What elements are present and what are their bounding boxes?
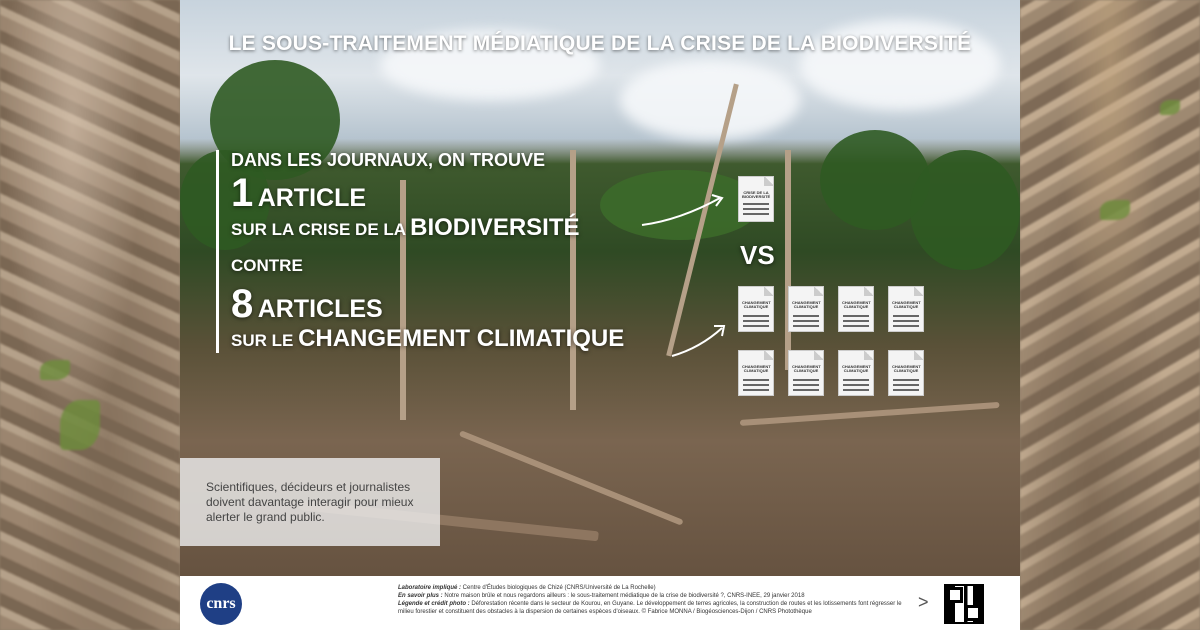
climate-article-icon	[738, 286, 774, 332]
footer-credit-text: Déforestation récente dans le secteur de Kourou, en Guyane. Le développement de terres agricoles, la construction de routes et les lotissements font régresser le milieu forestier et constituent des obstacles à la dispersion de certaines espèces d'oiseaux. © Fabrice MONNA / Biogéosciences-Dijon / CNRS Photothèque	[398, 601, 902, 615]
doc-label: CHANGEMENT CLIMATIQUE	[742, 364, 771, 373]
fallen-log	[740, 402, 1000, 426]
chevron-right-icon: >	[918, 592, 929, 612]
versus-label: VS	[740, 240, 775, 270]
statistics-block	[216, 150, 624, 353]
leaf-decoration	[1160, 100, 1180, 115]
infographic-poster	[180, 0, 1020, 630]
footer	[180, 576, 1020, 630]
stat-number-climate: 8	[231, 282, 254, 326]
stat-line-prefix: SUR LE	[231, 331, 299, 350]
callout-box	[180, 458, 440, 546]
cloud	[620, 60, 800, 140]
callout-text: Scientifiques, décideurs et journalistes doivent davantage interagir pour mieux alerter le grand public.	[206, 480, 414, 524]
footer-lab-text: Centre d'Études biologiques de Chizé (CNRS/Université de La Rochelle)	[461, 585, 656, 591]
arrow-icon	[670, 320, 730, 360]
dead-trunk	[785, 150, 791, 370]
doc-label: CHANGEMENT CLIMATIQUE	[742, 300, 771, 309]
climate-article-icon	[888, 286, 924, 332]
doc-label: CHANGEMENT CLIMATIQUE	[792, 300, 821, 309]
climate-article-icon	[788, 350, 824, 396]
climate-article-icon	[788, 286, 824, 332]
right-blurred-background	[1020, 0, 1200, 630]
footer-credits	[398, 584, 918, 616]
stat-intro: DANS LES JOURNAUX, ON TROUVE	[231, 150, 546, 170]
doc-label: CHANGEMENT CLIMATIQUE	[892, 364, 921, 373]
stat-biodiversity-label: BIODIVERSITÉ	[410, 214, 580, 241]
climate-article-icon	[888, 350, 924, 396]
footer-lab-label: Laboratoire impliqué :	[398, 585, 462, 591]
qr-code[interactable]	[944, 584, 984, 624]
footer-credit-label: Légende et crédit photo :	[398, 601, 470, 607]
leaf-decoration	[40, 360, 70, 380]
left-blurred-background	[0, 0, 180, 630]
poster-title: LE SOUS-TRAITEMENT MÉDIATIQUE DE LA CRISE DE LA BIODIVERSITÉ	[228, 32, 972, 55]
tree-canopy	[910, 150, 1020, 270]
stat-word-articles: ARTICLES	[257, 295, 383, 323]
stat-number-biodiversity: 1	[231, 171, 254, 215]
doc-label: CHANGEMENT CLIMATIQUE	[842, 300, 871, 309]
climate-article-icon	[838, 286, 874, 332]
footer-more-link[interactable]: Notre maison brûle et nous regardons ailleurs : le sous-traitement médiatique de la crise de biodiversité ?, CNRS-INEE, 29 janvier 2018	[442, 593, 805, 599]
stat-line-prefix: SUR LA CRISE DE LA	[231, 220, 411, 239]
leaf-decoration	[60, 400, 100, 450]
leaf-decoration	[1100, 200, 1130, 220]
climate-article-icon	[738, 350, 774, 396]
cnrs-logo: cnrs	[200, 583, 242, 625]
doc-label: CRISE DE LA BIODIVERSITÉ	[742, 190, 771, 199]
stat-climate-label: CHANGEMENT CLIMATIQUE	[298, 325, 625, 352]
biodiversity-article-icon	[738, 176, 774, 222]
footer-more-label: En savoir plus :	[398, 593, 443, 599]
doc-label: CHANGEMENT CLIMATIQUE	[892, 300, 921, 309]
stat-contre: CONTRE	[231, 256, 303, 275]
climate-article-icon	[838, 350, 874, 396]
stat-word-article: ARTICLE	[257, 184, 367, 212]
doc-label: CHANGEMENT CLIMATIQUE	[842, 364, 871, 373]
doc-label: CHANGEMENT CLIMATIQUE	[792, 364, 821, 373]
fallen-log	[459, 430, 684, 525]
arrow-icon	[640, 190, 730, 230]
